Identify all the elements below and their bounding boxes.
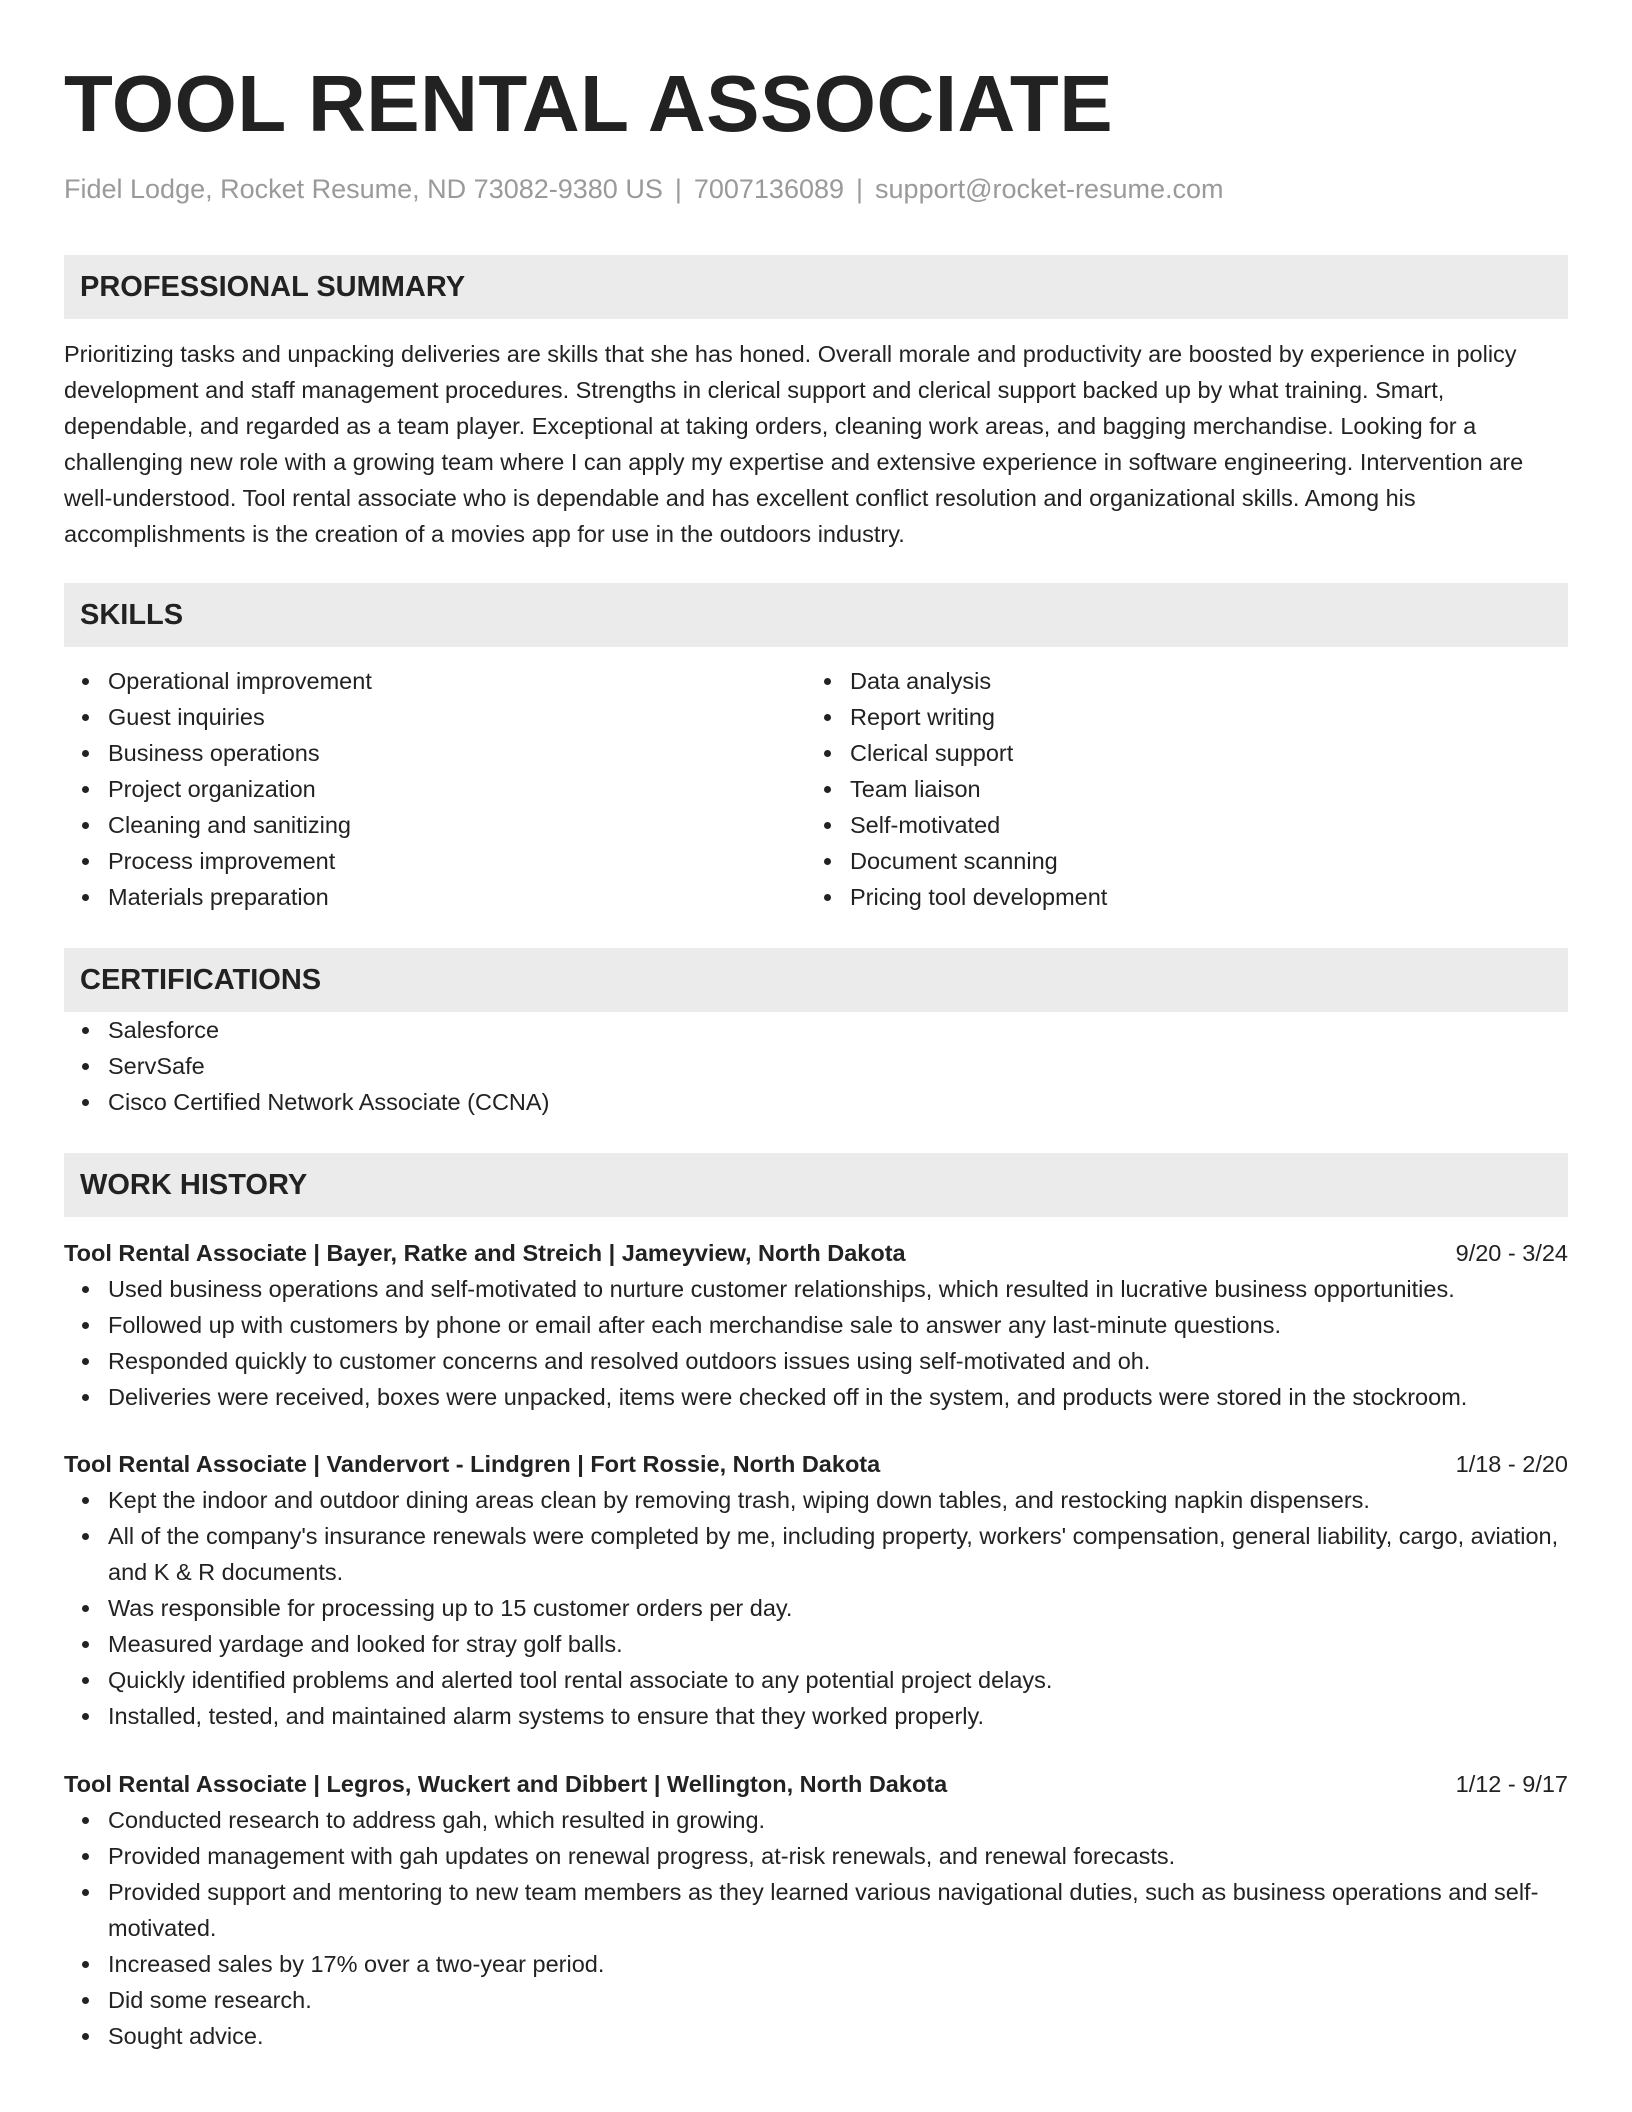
- job-title: Tool Rental Associate | Bayer, Ratke and Streich | Jameyview, North Dakota: [64, 1239, 906, 1266]
- summary-text: Prioritizing tasks and unpacking deliveries are skills that she has honed. Overall morale and productivity are boosted by experience in policy development and staff management procedures. Strengths in clerical support and clerical support backed up by what training. Smart, dependable, and regarded as a team player. Exceptional at taking orders, cleaning work areas, and bagging merchandise. Looking for a challenging new role with a growing team where I can apply my expertise and extensive experience in software engineering. Intervention are well-understood. Tool rental associate who is dependable and has excellent conflict resolution and organizational skills. Among his accomplishments is the creation of a movies app for use in the outdoors industry.: [64, 341, 1524, 547]
- job-dates: 9/20 - 3/24: [1455, 1239, 1568, 1266]
- job-bullet: Did some research.: [64, 1982, 1568, 2018]
- job-bullet: Provided management with gah updates on renewal progress, at-risk renewals, and renewal forecasts.: [64, 1838, 1568, 1874]
- section-header-work-history: WORK HISTORY: [64, 1153, 1568, 1217]
- job-bullet: Conducted research to address gah, which resulted in growing.: [64, 1802, 1568, 1838]
- contact-email[interactable]: support@rocket-resume.com: [875, 174, 1224, 204]
- job-bullet: Sought advice.: [64, 2018, 1568, 2054]
- job-bullet: Quickly identified problems and alerted tool rental associate to any potential project delays.: [64, 1662, 1568, 1698]
- skill-item: Project organization: [64, 771, 806, 807]
- skill-item: Data analysis: [806, 663, 1548, 699]
- job-heading: [64, 1235, 1568, 1271]
- skill-item: Business operations: [64, 735, 806, 771]
- certification-list: [64, 1012, 1568, 1120]
- job-bullet-list: [64, 1271, 1568, 1415]
- contact-separator: |: [674, 174, 682, 204]
- skill-item: Team liaison: [806, 771, 1548, 807]
- skill-item: Cleaning and sanitizing: [64, 807, 806, 843]
- certification-item: ServSafe: [64, 1048, 1568, 1084]
- job-bullet: Was responsible for processing up to 15 customer orders per day.: [64, 1590, 1568, 1626]
- job-bullet: Followed up with customers by phone or email after each merchandise sale to answer any last-minute questions.: [64, 1307, 1568, 1343]
- job-bullet-list: [64, 1802, 1568, 2054]
- job-bullet: All of the company's insurance renewals were completed by me, including property, workers' compensation, general liability, cargo, aviation, and K & R documents.: [64, 1518, 1568, 1590]
- skill-item: Self-motivated: [806, 807, 1548, 843]
- skills-grid: [64, 663, 1568, 915]
- skills-column-right: [806, 663, 1548, 915]
- job-title: Tool Rental Associate | Vandervort - Lindgren | Fort Rossie, North Dakota: [64, 1451, 881, 1477]
- job-bullet: Measured yardage and looked for stray golf balls.: [64, 1626, 1568, 1662]
- job-dates: 1/18 - 2/20: [1455, 1451, 1568, 1477]
- job-bullet-list: [64, 1482, 1568, 1734]
- certification-item: Cisco Certified Network Associate (CCNA): [64, 1084, 1568, 1120]
- contact-separator: |: [856, 174, 864, 204]
- section-header-certifications: CERTIFICATIONS: [64, 948, 1568, 1012]
- skill-item: Pricing tool development: [806, 879, 1548, 915]
- job-bullet: Kept the indoor and outdoor dining areas clean by removing trash, wiping down tables, and restocking napkin dispensers.: [64, 1482, 1568, 1518]
- contact-address: Fidel Lodge, Rocket Resume, ND 73082-9380 US: [64, 174, 663, 204]
- job-dates: 1/12 - 9/17: [1455, 1770, 1568, 1797]
- skill-item: Guest inquiries: [64, 699, 806, 735]
- skill-item: Clerical support: [806, 735, 1548, 771]
- job-bullet: Used business operations and self-motivated to nurture customer relationships, which resulted in lucrative business opportunities.: [64, 1271, 1568, 1307]
- skill-item: Report writing: [806, 699, 1548, 735]
- contact-phone: 7007136089: [693, 174, 845, 204]
- skill-item: Operational improvement: [64, 663, 806, 699]
- certification-item: Salesforce: [64, 1012, 1568, 1048]
- job-bullet: Installed, tested, and maintained alarm systems to ensure that they worked properly.: [64, 1698, 1568, 1734]
- skill-item: Process improvement: [64, 843, 806, 879]
- section-header-summary: PROFESSIONAL SUMMARY: [64, 255, 1568, 319]
- skill-item: Document scanning: [806, 843, 1548, 879]
- skills-column-left: [64, 663, 806, 915]
- resume-name: TOOL RENTAL ASSOCIATE: [64, 59, 1114, 148]
- section-header-skills: SKILLS: [64, 583, 1568, 647]
- job-heading: [64, 1766, 1568, 1802]
- job-bullet: Provided support and mentoring to new team members as they learned various navigational duties, such as business operations and self-motivated.: [64, 1874, 1568, 1946]
- contact-line: [64, 172, 1568, 206]
- job-title: Tool Rental Associate | Legros, Wuckert and Dibbert | Wellington, North Dakota: [64, 1770, 948, 1797]
- skill-item: Materials preparation: [64, 879, 806, 915]
- job-bullet: Deliveries were received, boxes were unpacked, items were checked off in the system, and products were stored in the stockroom.: [64, 1379, 1568, 1415]
- job-heading: [64, 1446, 1568, 1482]
- job-bullet: Increased sales by 17% over a two-year period.: [64, 1946, 1568, 1982]
- job-bullet: Responded quickly to customer concerns and resolved outdoors issues using self-motivated and oh.: [64, 1343, 1568, 1379]
